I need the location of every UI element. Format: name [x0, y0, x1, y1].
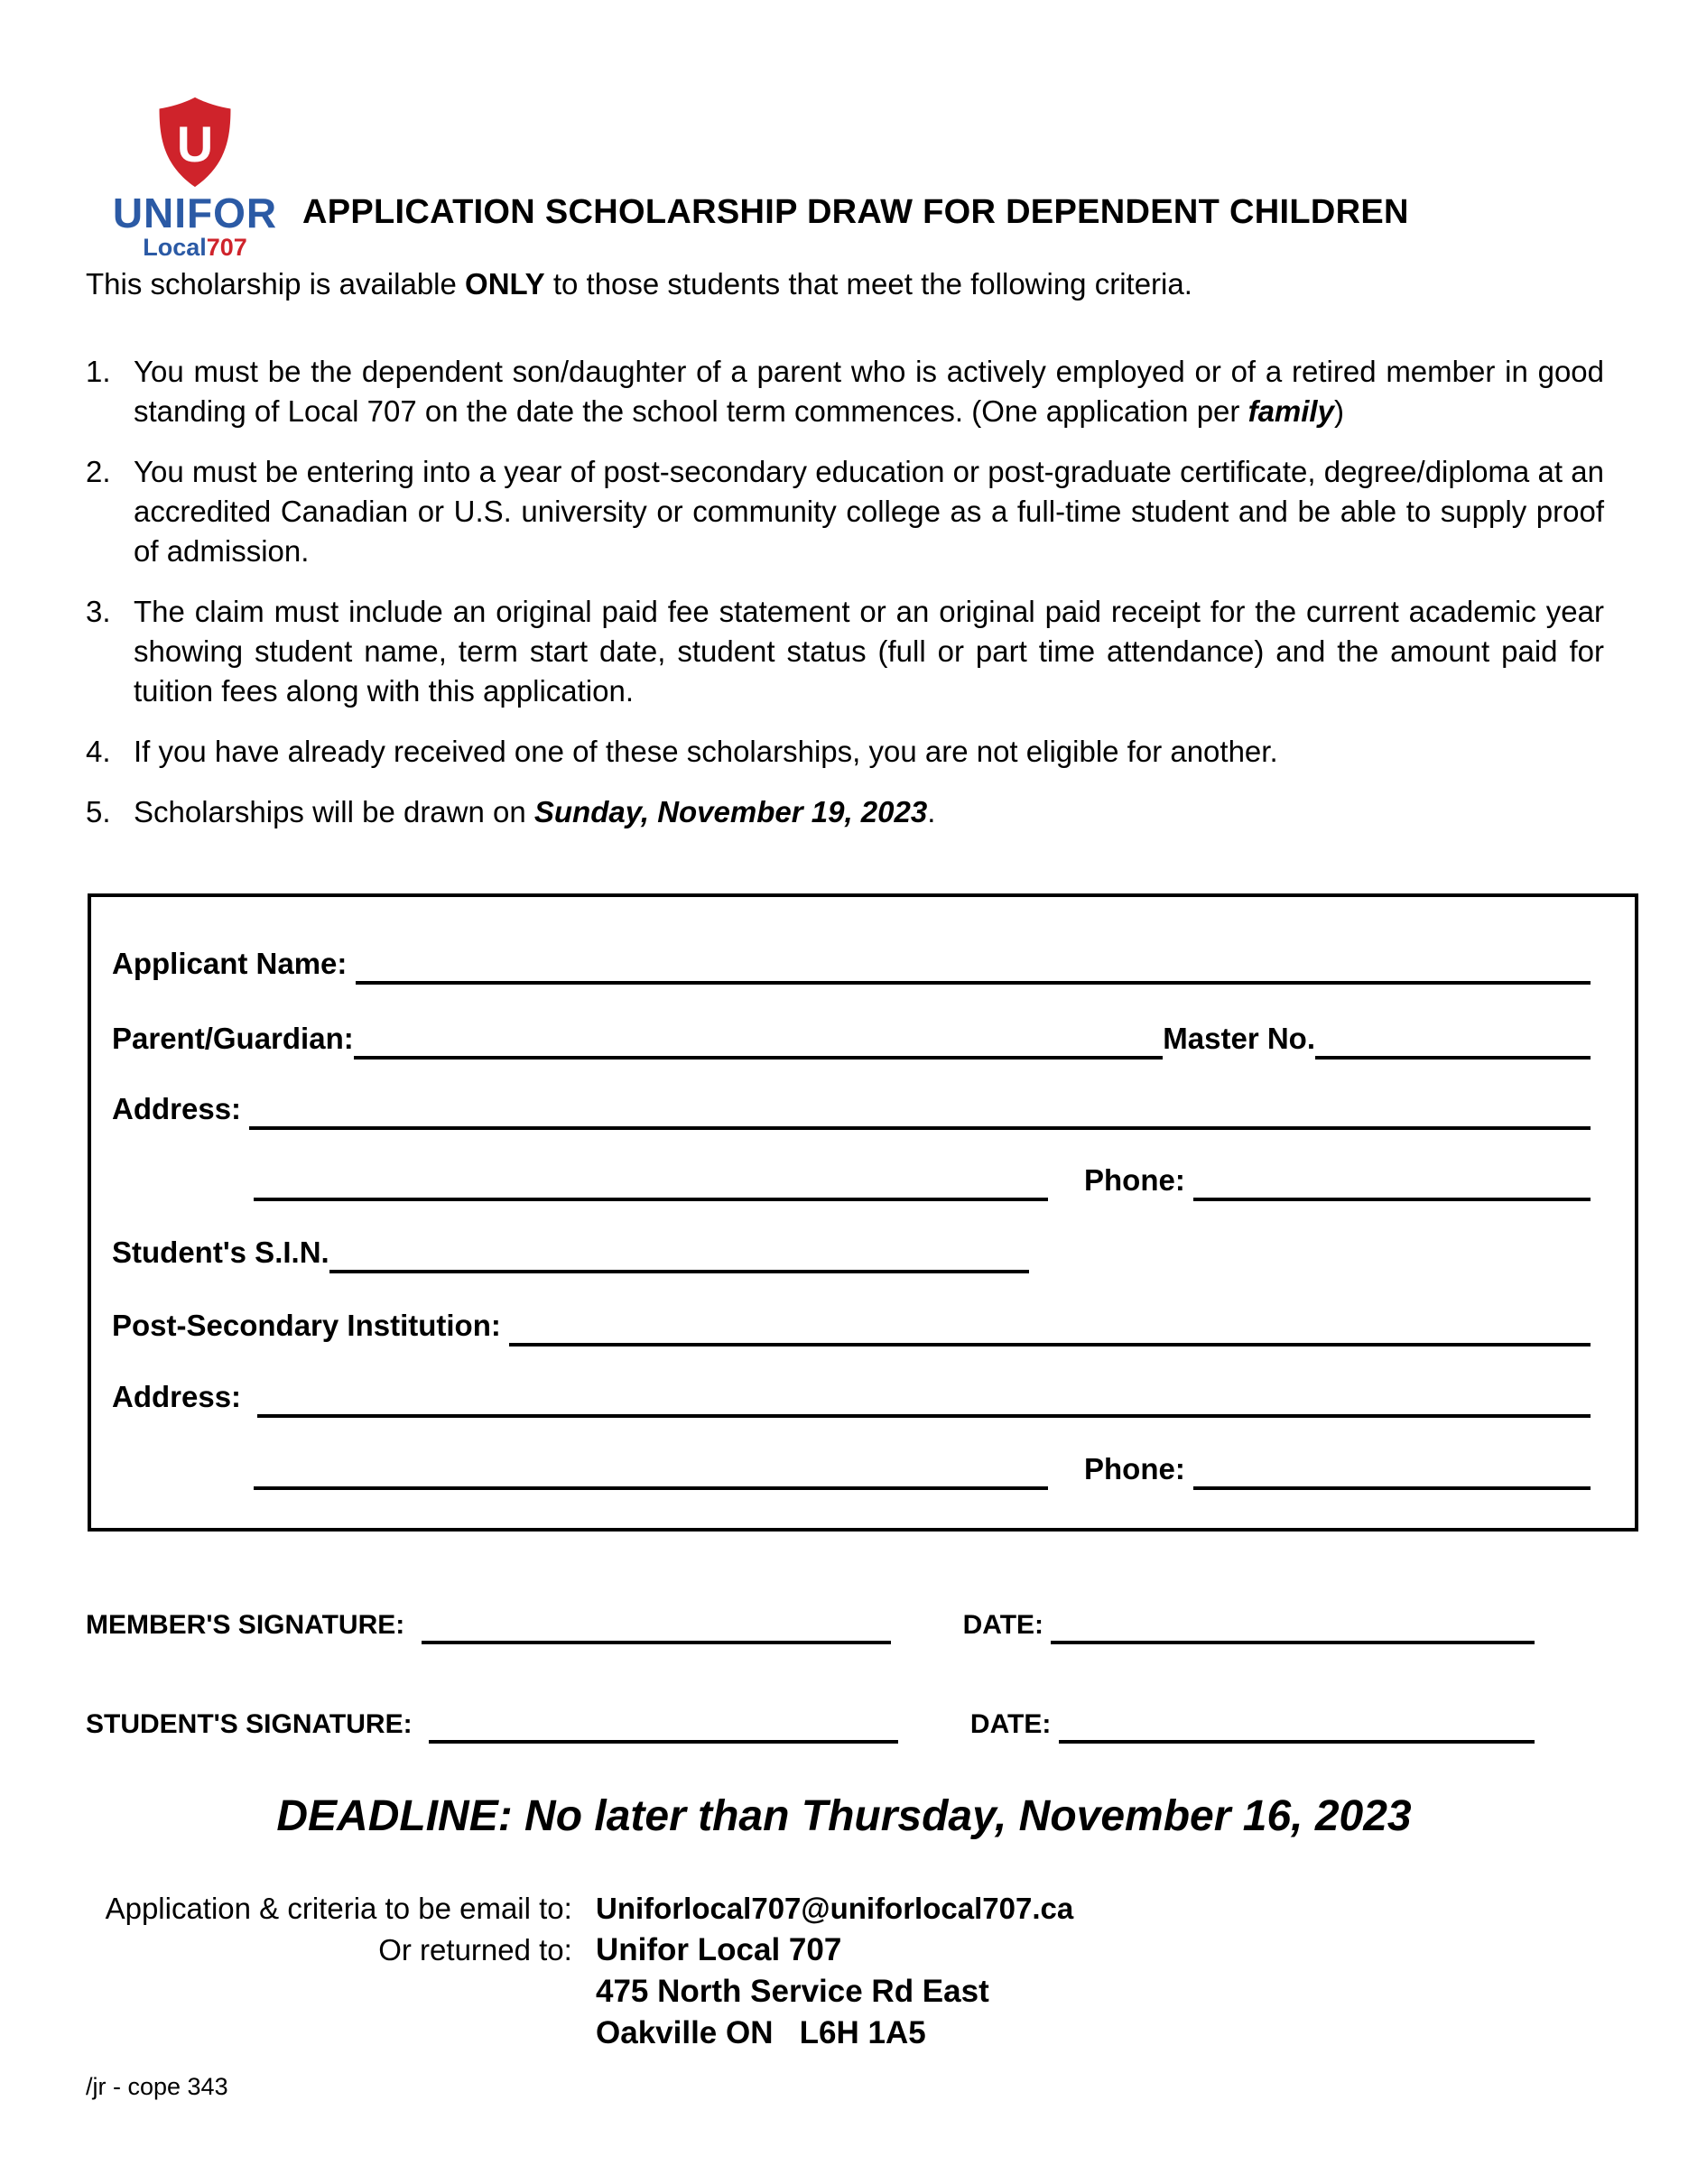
- intro-text: [86, 267, 1192, 301]
- applicant-name-row: [112, 939, 1591, 985]
- criteria-item-5: [86, 792, 1604, 832]
- parent-guardian-row: [112, 1014, 1591, 1060]
- item-text-pre: You must be entering into a year of post-secondary education or post-graduate certificate, degree/diploma at an accredited Canadian or U.S. university or community college as a full-time student and be able to supply proof of admission.: [134, 455, 1604, 568]
- item-text: [134, 792, 1604, 832]
- address-cont-row: [112, 1156, 1591, 1201]
- unifor-shield-icon: [150, 96, 240, 190]
- org-address-line-1: 475 North Service Rd East: [596, 1974, 989, 2009]
- phone-label: Phone:: [1084, 1163, 1193, 1197]
- member-signature-label: MEMBER'S SIGNATURE:: [86, 1610, 413, 1640]
- master-no-label: Master No.: [1163, 1022, 1315, 1055]
- item-text-emph: Sunday, November 19, 2023: [533, 795, 928, 828]
- parent-guardian-label: Parent/Guardian:: [112, 1022, 354, 1055]
- student-date-line: [1059, 1729, 1535, 1744]
- criteria-item-3: [86, 592, 1604, 711]
- student-sin-row: [112, 1228, 1591, 1273]
- page-title: APPLICATION SCHOLARSHIP DRAW FOR DEPENDENT CHILDREN: [302, 193, 1409, 231]
- application-form-box: [88, 893, 1638, 1532]
- email-label: Application & criteria to be email to:: [105, 1892, 580, 1925]
- shield-letter: U: [176, 116, 214, 173]
- item-text-pre: You must be the dependent son/daughter of a parent who is actively employed or of a retired member in good standing of Local 707 on the date the school term commences. (One application per: [134, 355, 1604, 428]
- item-text: [134, 732, 1604, 772]
- item-number: 1.: [86, 355, 111, 388]
- institution-address-row: [112, 1373, 1591, 1418]
- student-signature-label: STUDENT'S SIGNATURE:: [86, 1709, 420, 1739]
- institution-line: [509, 1332, 1591, 1346]
- institution-phone-line: [1193, 1476, 1591, 1490]
- footer-email-row: [86, 1888, 1073, 1930]
- address-row: [112, 1085, 1591, 1130]
- item-number: 4.: [86, 735, 111, 768]
- applicant-name-line: [356, 970, 1591, 985]
- empty-label: [86, 2013, 580, 2054]
- student-date-label: DATE:: [969, 1709, 1059, 1739]
- return-label: Or returned to:: [378, 1933, 580, 1967]
- intro-post: to those students that meet the following criteria.: [544, 267, 1192, 301]
- member-signature-row: [86, 1599, 1535, 1644]
- address-line-2: [254, 1187, 1048, 1201]
- institution-address-cont-row: [112, 1445, 1591, 1490]
- parent-guardian-line: [354, 1045, 1164, 1060]
- cope-footnote: /jr - cope 343: [86, 2073, 228, 2100]
- local-prefix: Local: [143, 234, 207, 261]
- member-date-line: [1051, 1630, 1535, 1644]
- master-no-line: [1315, 1045, 1591, 1060]
- institution-phone-label: Phone:: [1084, 1452, 1193, 1485]
- criteria-item-4: [86, 732, 1604, 772]
- item-text-emph: family: [1247, 394, 1334, 428]
- item-number: 5.: [86, 795, 111, 828]
- org-name: Unifor Local 707: [596, 1932, 842, 1967]
- item-text-pre: Scholarships will be drawn on: [134, 795, 534, 828]
- unifor-logo: [107, 96, 283, 260]
- criteria-item-1: [86, 352, 1604, 431]
- address-line: [249, 1115, 1591, 1130]
- applicant-name-label: Applicant Name:: [112, 947, 356, 980]
- item-text: [134, 352, 1604, 431]
- local-line: [107, 236, 283, 260]
- institution-address-line-2: [254, 1476, 1048, 1490]
- item-text: [134, 452, 1604, 571]
- intro-pre: This scholarship is available: [86, 267, 466, 301]
- item-number: 3.: [86, 595, 111, 628]
- intro-bold: ONLY: [465, 267, 545, 301]
- email-value: Uniforlocal707@uniforlocal707.ca: [596, 1892, 1074, 1925]
- student-signature-line: [429, 1729, 898, 1744]
- org-address-line-2: Oakville ON L6H 1A5: [596, 2015, 926, 2050]
- footer-address-row-1: [86, 1971, 1073, 2013]
- member-date-label: DATE:: [962, 1610, 1052, 1640]
- member-signature-line: [422, 1630, 891, 1644]
- institution-address-line: [257, 1403, 1591, 1418]
- address-label: Address:: [112, 1092, 250, 1125]
- local-number: 707: [206, 234, 247, 261]
- criteria-list: [86, 352, 1604, 853]
- student-signature-row: [86, 1698, 1535, 1744]
- footer-block: [86, 1888, 1073, 2054]
- footer-address-row-2: [86, 2013, 1073, 2054]
- student-sin-label: Student's S.I.N.: [112, 1235, 329, 1269]
- criteria-item-2: [86, 452, 1604, 571]
- brand-name: UNIFOR: [112, 190, 278, 236]
- item-text: [134, 592, 1604, 711]
- student-sin-line: [329, 1259, 1029, 1273]
- institution-address-label: Address:: [112, 1380, 258, 1413]
- item-text-post: ): [1333, 394, 1344, 428]
- phone-line: [1193, 1187, 1591, 1201]
- deadline-text: DEADLINE: No later than Thursday, November 16, 2023: [276, 1792, 1412, 1840]
- empty-label: [86, 1971, 580, 2013]
- item-number: 2.: [86, 455, 111, 488]
- item-text-pre: If you have already received one of these scholarships, you are not eligible for another.: [134, 735, 1278, 768]
- footer-return-row: [86, 1930, 1073, 1971]
- institution-row: [112, 1301, 1591, 1346]
- item-text-post: .: [927, 795, 936, 828]
- institution-label: Post-Secondary Institution:: [112, 1309, 510, 1342]
- item-text-pre: The claim must include an original paid fee statement or an original paid receipt for the current academic year showing student name, term start date, student status (full or part time attendance) and the amount paid for tuition fees along with this application.: [134, 595, 1604, 708]
